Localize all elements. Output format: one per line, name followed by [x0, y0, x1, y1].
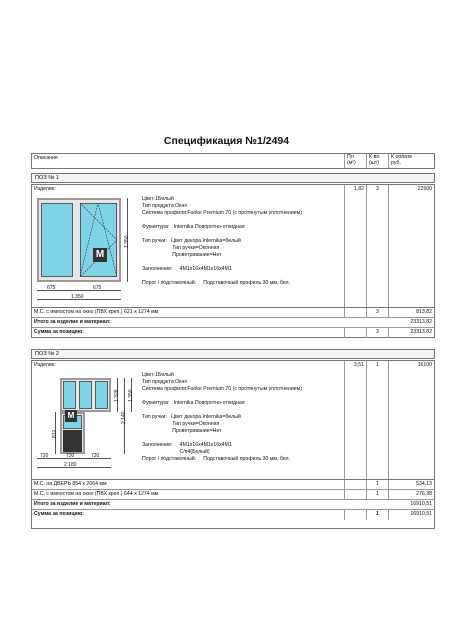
pos1-pos-sum-label: Сумма за позицию: — [34, 329, 84, 335]
spec-line: Тип ручки=Оконная — [142, 245, 220, 251]
pos2-extra-0-sum: 534,13 — [388, 480, 434, 489]
spec-line: Проветривание=Нет — [142, 252, 222, 258]
pos1-dim-right: 675 — [93, 285, 102, 291]
spec-line: Тип ручки: Цвет декора Internika=белый — [142, 414, 241, 420]
pos2-extra-1-qty: 1 — [366, 490, 388, 499]
pos1-label: ПОЗ № 1 — [31, 173, 435, 183]
pos2-dim-d3: 720 — [91, 453, 100, 459]
table-header — [31, 153, 435, 169]
pos1-dim-total: 1 350 — [71, 294, 84, 300]
header-area: Пл (м²) — [344, 154, 366, 168]
pos2-extra-table — [31, 480, 435, 529]
pos2-extra-0-qty: 1 — [366, 480, 388, 489]
header-sum: К оплате руб. — [388, 154, 434, 168]
spec-line: Тип продукта:Окно — [142, 203, 188, 209]
table-row — [32, 510, 434, 520]
spec-line: Система профиля:Funke Premium 70 (с протянутым уплотнением) — [142, 386, 302, 392]
spec-line: Заполнение: 4М1х16х4М1х16х4М1 — [142, 442, 232, 448]
spec-line: Цвет:1Белый — [142, 196, 174, 202]
pos1-extra-qty: 3 — [366, 308, 388, 317]
pos1-pos-sum: 23313,82 — [388, 328, 434, 338]
pos1-total-label: Итого за изделие и материал: — [34, 319, 111, 325]
pos2-mark: M — [65, 410, 77, 422]
pos2-pos-sum: 16910,51 — [388, 510, 434, 520]
pos2-total-sum: 16910,51 — [410, 501, 432, 507]
spec-line: Система профиля:Funke Premium 70 (с протянутым уплотнением) — [142, 210, 302, 216]
pos1-extra-desc: М.С. с импостом на окно (ПВХ креп.) 621 х 1274 мм — [34, 309, 159, 315]
pos2-extra-1-desc: М.С. с импостом на окно (ПВХ креп.) 644 х 1274 мм — [34, 491, 159, 497]
pos2-pos-qty: 1 — [366, 510, 388, 520]
pos2-area: 3,51 — [344, 361, 366, 479]
pos2-dim-h-right: 1 350 — [128, 389, 134, 402]
table-row — [32, 490, 434, 500]
table-row — [32, 328, 434, 338]
pos1-qty: 3 — [366, 185, 388, 307]
spec-line — [142, 259, 302, 266]
pos2-total-label: Итого за изделие и материал: — [34, 501, 111, 507]
pos1-item-label: Изделие: — [34, 186, 56, 192]
pos2-dim-d2: 730 — [66, 453, 75, 459]
spec-line: Тип ручки=Оконная — [142, 421, 220, 427]
spec-line — [142, 217, 302, 224]
pos1-dim-left: 675 — [47, 285, 56, 291]
pos2-dim-total: 2 180 — [64, 462, 77, 468]
pos1-spec-list — [142, 196, 302, 287]
pos1-area: 1,82 — [344, 185, 366, 307]
table-row — [32, 308, 434, 318]
pos2-spec-list — [142, 372, 302, 463]
pos1-mark: M — [93, 248, 107, 262]
pos1-pos-qty: 3 — [366, 328, 388, 338]
pos1-dim-height: 1 350 — [124, 235, 130, 248]
spec-line: Тип продукта:Окно — [142, 379, 188, 385]
spec-line — [142, 393, 302, 400]
pos2-dim-d1: 720 — [40, 453, 49, 459]
pos2-item-label: Изделие: — [34, 362, 56, 368]
spec-line: Порог / подставочный: Подставочный профиль 30 мм, бел. — [142, 280, 290, 286]
spec-line — [142, 407, 302, 414]
spec-line: Цвет:1Белый — [142, 372, 174, 378]
pos1-extra-sum: 813,82 — [388, 308, 434, 317]
pos2-label: ПОЗ № 2 — [31, 349, 435, 359]
table-row — [32, 318, 434, 328]
spec-line: Порог / подставочный: Подставочный профиль 30 мм, бел. — [142, 456, 290, 462]
header-desc: Описание — [34, 155, 58, 161]
pos2-extra-0-desc: М.С. на ДВЕРЬ 854 х 2064 мм — [34, 481, 107, 487]
header-qty: К-во (шт) — [366, 154, 388, 168]
pos2-qty: 1 — [366, 361, 388, 479]
pos2-dim-h-total: 2 140 — [121, 411, 127, 424]
spec-line — [142, 435, 302, 442]
spec-line: Проветривание=Нет — [142, 428, 222, 434]
pos2-pos-sum-label: Сумма за позицию: — [34, 511, 84, 517]
spec-line: Фурнитура: Internika Поворотно-откидная — [142, 224, 245, 230]
spec-line: Тип ручки: Цвет декора Internika=белый — [142, 238, 241, 244]
pos1-total-sum: 23313,82 — [410, 319, 432, 325]
sash-opening-lines — [80, 203, 117, 277]
page-title: Спецификация №1/2494 — [163, 135, 290, 147]
pos2-dim-h2: 812 — [52, 429, 58, 438]
pos1-price: 22500 — [388, 185, 434, 307]
pos1-extra-table — [31, 308, 435, 338]
spec-line: Фурнитура: Internika Поворотно-откидная — [142, 400, 245, 406]
table-row — [32, 500, 434, 510]
pos2-price: 16100 — [388, 361, 434, 479]
spec-line: С/п4(Белый) — [142, 449, 210, 455]
spec-line — [142, 231, 302, 238]
pos2-dim-h1: 1 328 — [114, 389, 120, 402]
table-row — [32, 480, 434, 490]
pos2-extra-1-sum: 276,38 — [388, 490, 434, 499]
spec-line — [142, 273, 302, 280]
spec-line: Заполнение: 4М1х16х4М1х16х4М1 — [142, 266, 232, 272]
